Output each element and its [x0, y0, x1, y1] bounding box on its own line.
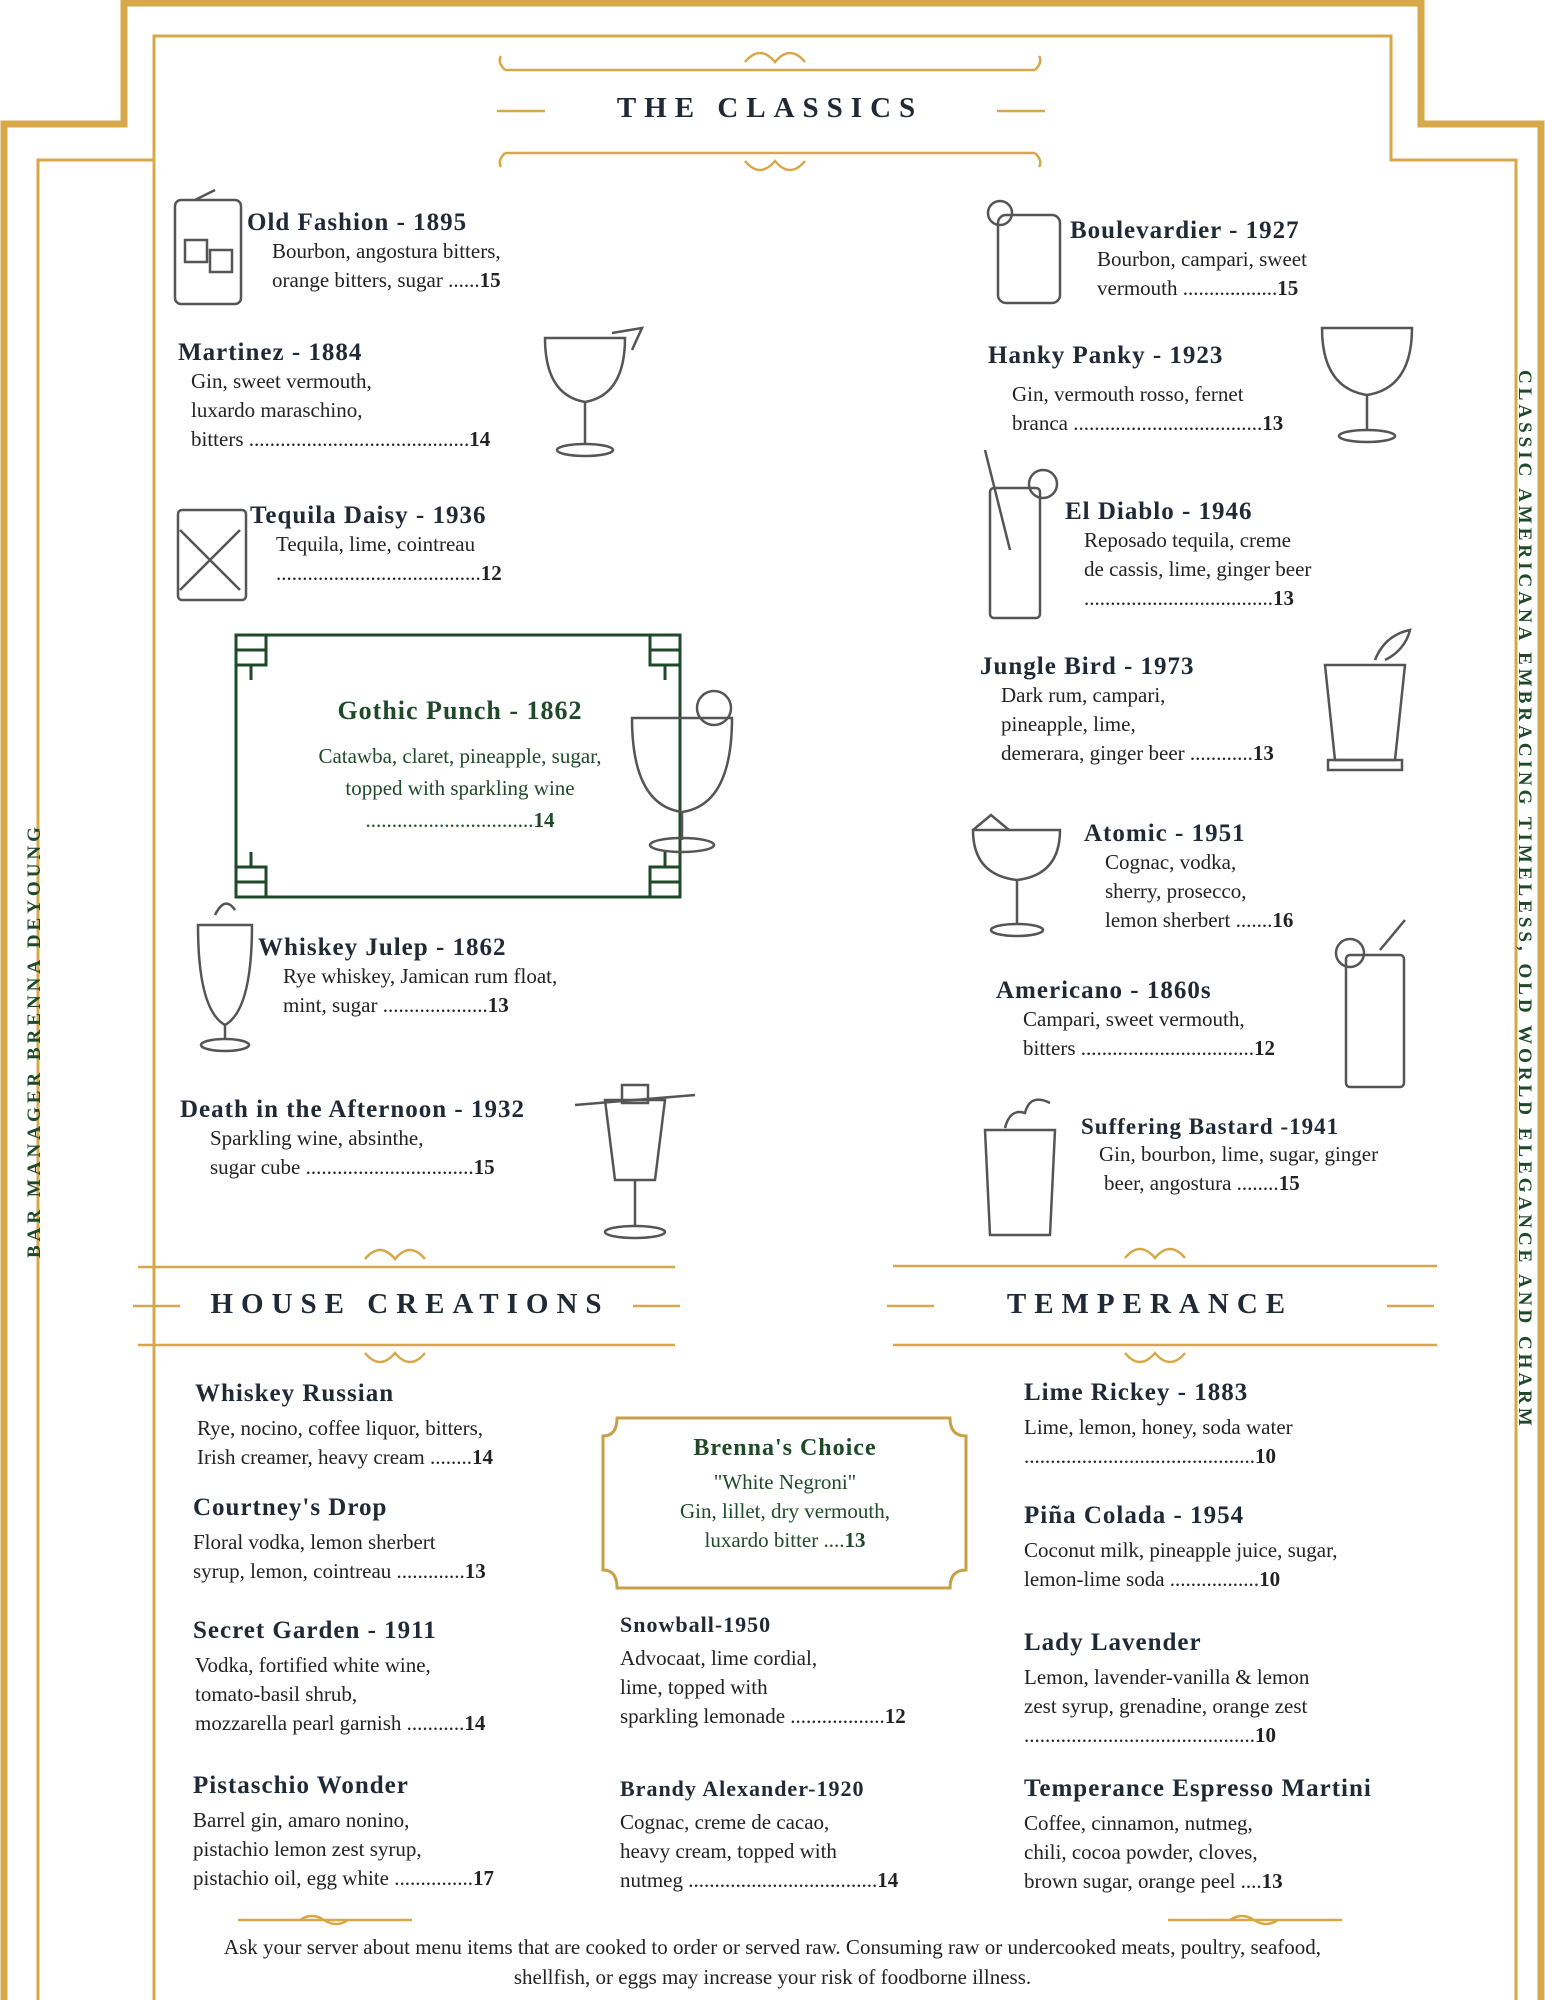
- item-price: 12: [884, 1704, 906, 1728]
- side-text-right: CLASSIC AMERICANA EMBRACING TIMELESS, OLD WORLD ELEGANCE AND CHARM: [1514, 370, 1535, 1430]
- item-price: 16: [1272, 908, 1294, 932]
- item-desc-line: Bourbon, campari, sweet: [1097, 247, 1307, 271]
- menu-item-pina-colada: [1024, 1502, 1338, 1594]
- menu-item-gothic-punch: [270, 696, 650, 836]
- item-name: Tequila Daisy: [250, 502, 409, 529]
- menu-item-hanky-panky: [988, 342, 1283, 438]
- menu-item-snowball: [620, 1612, 906, 1731]
- item-desc-line: sherry, prosecco,: [1105, 879, 1247, 903]
- item-name: Lady Lavender: [1024, 1629, 1202, 1656]
- coupe-glass-right-icon: [1322, 328, 1412, 442]
- item-dots: ................................: [365, 808, 534, 832]
- item-name: Temperance Espresso Martini: [1024, 1775, 1372, 1802]
- menu-item-whiskey-julep: [258, 934, 557, 1020]
- item-desc-line: Reposado tequila, creme: [1084, 528, 1292, 552]
- item-year: - 1923: [1145, 342, 1224, 369]
- absinthe-glass-icon: [575, 1085, 695, 1238]
- item-year: - 1951: [1167, 820, 1246, 847]
- footer-line: shellfish, or eggs may increase your risk of foodborne illness.: [513, 1965, 1032, 1989]
- menu-item-atomic: [1084, 820, 1293, 935]
- item-name: Old Fashion: [247, 209, 390, 236]
- item-desc-line: Gin, bourbon, lime, sugar, ginger: [1099, 1142, 1379, 1166]
- item-desc-line: pineapple, lime,: [1001, 712, 1136, 736]
- item-desc-line: Gin, vermouth rosso, fernet: [1012, 382, 1244, 406]
- item-year: - 1895: [389, 209, 468, 236]
- item-year: - 1927: [1221, 217, 1300, 244]
- item-desc-line: "White Negroni": [713, 1470, 857, 1494]
- item-desc-line: heavy cream, topped with: [620, 1839, 837, 1863]
- item-year: - 1936: [408, 502, 487, 529]
- item-price: 13: [844, 1528, 866, 1552]
- item-price: 14: [469, 427, 491, 451]
- item-name: Martinez: [178, 339, 285, 366]
- menu-item-whiskey-russian: [195, 1380, 493, 1472]
- item-name: Snowball-1950: [620, 1612, 772, 1637]
- item-desc-line: bitters .................................: [1023, 1036, 1254, 1060]
- item-desc-line: orange bitters, sugar ......: [272, 268, 480, 292]
- item-year: - 1883: [1170, 1379, 1249, 1406]
- footer-disclaimer: [100, 1932, 1445, 1992]
- menu-item-boulevardier: [1070, 217, 1307, 303]
- item-desc-line: luxardo maraschino,: [191, 398, 363, 422]
- menu-item-old-fashion: [247, 209, 501, 295]
- item-desc-line: Vodka, fortified white wine,: [195, 1653, 431, 1677]
- item-desc-line: ............................................: [1024, 1444, 1255, 1468]
- menu-item-lady-lavender: [1024, 1629, 1309, 1750]
- item-desc-line: luxardo bitter ....: [704, 1528, 845, 1552]
- menu-item-el-diablo: [1065, 498, 1311, 613]
- item-name: Atomic: [1084, 820, 1168, 847]
- item-desc-line: nutmeg ....................................: [620, 1868, 878, 1892]
- item-year: - 1860s: [1123, 977, 1212, 1004]
- side-text-left: BAR MANAGER BRENNA DEYOUNG: [24, 823, 45, 1258]
- item-year: - 1954: [1166, 1502, 1245, 1529]
- item-name: Secret Garden: [193, 1617, 361, 1644]
- item-price: 12: [480, 561, 502, 585]
- item-desc-line: Coffee, cinnamon, nutmeg,: [1024, 1811, 1253, 1835]
- item-price: 14: [533, 808, 555, 832]
- crystal-glass-icon: [178, 510, 246, 600]
- item-price: 15: [479, 268, 501, 292]
- item-name: Jungle Bird: [980, 653, 1117, 680]
- item-desc-line: Campari, sweet vermouth,: [1023, 1007, 1245, 1031]
- julep-glass-icon: [198, 904, 252, 1051]
- item-price: 10: [1255, 1444, 1276, 1468]
- item-desc-line: mozzarella pearl garnish ...........: [195, 1711, 465, 1735]
- section-title-temperance: TEMPERANCE: [1006, 1288, 1294, 1320]
- item-desc-line: Catawba, claret, pineapple, sugar,: [318, 744, 602, 768]
- item-price: 12: [1254, 1036, 1275, 1060]
- item-price: 13: [1252, 741, 1274, 765]
- item-desc-line: Barrel gin, amaro nonino,: [193, 1808, 410, 1832]
- item-desc-line: Tequila, lime, cointreau: [276, 532, 476, 556]
- item-desc-line: topped with sparkling wine: [345, 776, 575, 800]
- menu-item-death-in-the-afternoon: [180, 1096, 525, 1182]
- item-name: Piña Colada: [1024, 1502, 1167, 1529]
- item-desc-line: pistachio oil, egg white ...............: [193, 1866, 473, 1890]
- item-desc-line: Advocaat, lime cordial,: [620, 1646, 818, 1670]
- menu-item-lime-rickey: [1024, 1379, 1293, 1471]
- item-name: Boulevardier: [1070, 217, 1222, 244]
- item-name: Lime Rickey: [1024, 1379, 1171, 1406]
- menu-item-pistaschio-wonder: [193, 1772, 494, 1893]
- item-price: 13: [1261, 1869, 1283, 1893]
- item-name: Brenna's Choice: [693, 1435, 877, 1461]
- item-desc-line: Gin, sweet vermouth,: [191, 369, 372, 393]
- footer-line: Ask your server about menu items that are cooked to order or served raw. Consuming raw or undercooked meats, poultry, seafood,: [223, 1935, 1322, 1959]
- menu-item-suffering-bastard: [1081, 1114, 1378, 1198]
- item-price: 15: [1277, 276, 1299, 300]
- item-price: 10: [1255, 1723, 1276, 1747]
- menu-item-jungle-bird: [980, 653, 1274, 768]
- item-desc-line: beer, angostura ........: [1104, 1171, 1279, 1195]
- tall-glass-icon: [1336, 920, 1405, 1087]
- menu-item-brennas-choice: [620, 1435, 950, 1555]
- item-desc-line: lemon sherbert .......: [1105, 908, 1273, 932]
- item-price: 15: [473, 1155, 495, 1179]
- item-desc-line: Irish creamer, heavy cream ........: [197, 1445, 472, 1469]
- menu-item-secret-garden: [193, 1617, 485, 1738]
- item-year: - 1884: [284, 339, 363, 366]
- cocktail-glass-icon: [973, 815, 1060, 936]
- item-desc-line: Rye, nocino, coffee liquor, bitters,: [197, 1416, 484, 1440]
- item-desc-line: de cassis, lime, ginger beer: [1084, 557, 1312, 581]
- item-price: 13: [1273, 586, 1294, 610]
- menu-item-martinez: [178, 339, 490, 454]
- item-desc-line: pistachio lemon zest syrup,: [193, 1837, 422, 1861]
- item-name: Whiskey Russian: [195, 1380, 395, 1407]
- item-desc-line: Cognac, creme de cacao,: [620, 1810, 830, 1834]
- item-name: Brandy Alexander-1920: [620, 1776, 865, 1801]
- item-year: -1941: [1273, 1114, 1340, 1139]
- item-name: Pistaschio Wonder: [193, 1772, 409, 1799]
- item-desc-line: Dark rum, campari,: [1001, 683, 1166, 707]
- item-year: - 1911: [360, 1617, 437, 1644]
- item-name: El Diablo: [1065, 498, 1175, 525]
- item-desc-line: tomato-basil shrub,: [195, 1682, 358, 1706]
- item-price: 17: [472, 1866, 494, 1890]
- item-desc-line: syrup, lemon, cointreau .............: [193, 1559, 465, 1583]
- item-name: Hanky Panky: [988, 342, 1146, 369]
- coupe-glass-icon: [545, 328, 642, 456]
- section-title-house-creations: HOUSE CREATIONS: [210, 1288, 610, 1320]
- item-desc-line: Rye whiskey, Jamican rum float,: [283, 964, 558, 988]
- item-desc-line: brown sugar, orange peel ....: [1024, 1869, 1262, 1893]
- item-price: 15: [1278, 1171, 1300, 1195]
- item-name: Americano: [996, 977, 1124, 1004]
- item-desc-line: .......................................: [276, 561, 481, 585]
- item-price: 14: [877, 1868, 899, 1892]
- item-desc-line: Coconut milk, pineapple juice, sugar,: [1024, 1538, 1338, 1562]
- item-name: Whiskey Julep: [258, 934, 429, 961]
- item-desc-line: branca ....................................: [1012, 411, 1263, 435]
- menu-item-tequila-daisy: [250, 502, 502, 588]
- item-year: - 1973: [1116, 653, 1195, 680]
- item-desc-line: lime, topped with: [620, 1675, 768, 1699]
- item-desc-line: sugar cube ................................: [210, 1155, 474, 1179]
- item-name: Death in the Afternoon: [180, 1096, 448, 1123]
- item-desc-line: Gin, lillet, dry vermouth,: [680, 1499, 890, 1523]
- item-desc-line: ............................................: [1024, 1723, 1255, 1747]
- highball-glass-icon: [985, 450, 1057, 618]
- item-desc-line: Floral vodka, lemon sherbert: [193, 1530, 436, 1554]
- item-desc-line: mint, sugar ....................: [283, 993, 488, 1017]
- item-desc-line: ....................................: [1084, 586, 1273, 610]
- item-price: 10: [1259, 1567, 1281, 1591]
- item-year: - 1946: [1174, 498, 1253, 525]
- item-name: Gothic Punch - 1862: [337, 696, 583, 725]
- rocks-glass-icon: [175, 190, 241, 304]
- item-price: 13: [487, 993, 509, 1017]
- menu-item-brandy-alexander: [620, 1776, 898, 1895]
- item-desc-line: Bourbon, angostura bitters,: [272, 239, 501, 263]
- item-price: 14: [471, 1445, 493, 1469]
- item-year: - 1932: [447, 1096, 525, 1123]
- item-desc-line: lemon-lime soda .................: [1024, 1567, 1260, 1591]
- item-desc-line: Sparkling wine, absinthe,: [210, 1126, 424, 1150]
- tumbler-glass-icon: [985, 1100, 1055, 1235]
- item-price: 14: [464, 1711, 486, 1735]
- item-desc-line: vermouth ..................: [1097, 276, 1278, 300]
- menu-item-courtneys-drop: [193, 1494, 486, 1586]
- item-desc-line: Lime, lemon, honey, soda water: [1024, 1415, 1293, 1439]
- item-desc-line: bitters ..........................................: [191, 427, 470, 451]
- item-name: Courtney's Drop: [193, 1494, 388, 1521]
- item-desc-line: demerara, ginger beer ............: [1001, 741, 1253, 765]
- item-desc-line: Cognac, vodka,: [1105, 850, 1237, 874]
- item-desc-line: chili, cocoa powder, cloves,: [1024, 1840, 1258, 1864]
- rocks-glass-right-icon: [988, 201, 1060, 303]
- section-title-classics: THE CLASSICS: [616, 92, 924, 124]
- item-name: Suffering Bastard: [1081, 1114, 1274, 1139]
- tiki-glass-icon: [1325, 630, 1410, 770]
- item-price: 13: [1262, 411, 1284, 435]
- item-desc-line: zest syrup, grenadine, orange zest: [1024, 1694, 1308, 1718]
- item-desc-line: Lemon, lavender-vanilla & lemon: [1024, 1665, 1310, 1689]
- menu-item-americano: [996, 977, 1275, 1063]
- item-price: 13: [464, 1559, 486, 1583]
- item-desc-line: sparkling lemonade ..................: [620, 1704, 885, 1728]
- menu-item-temperance-espresso-martini: [1024, 1775, 1372, 1896]
- item-year: - 1862: [428, 934, 507, 961]
